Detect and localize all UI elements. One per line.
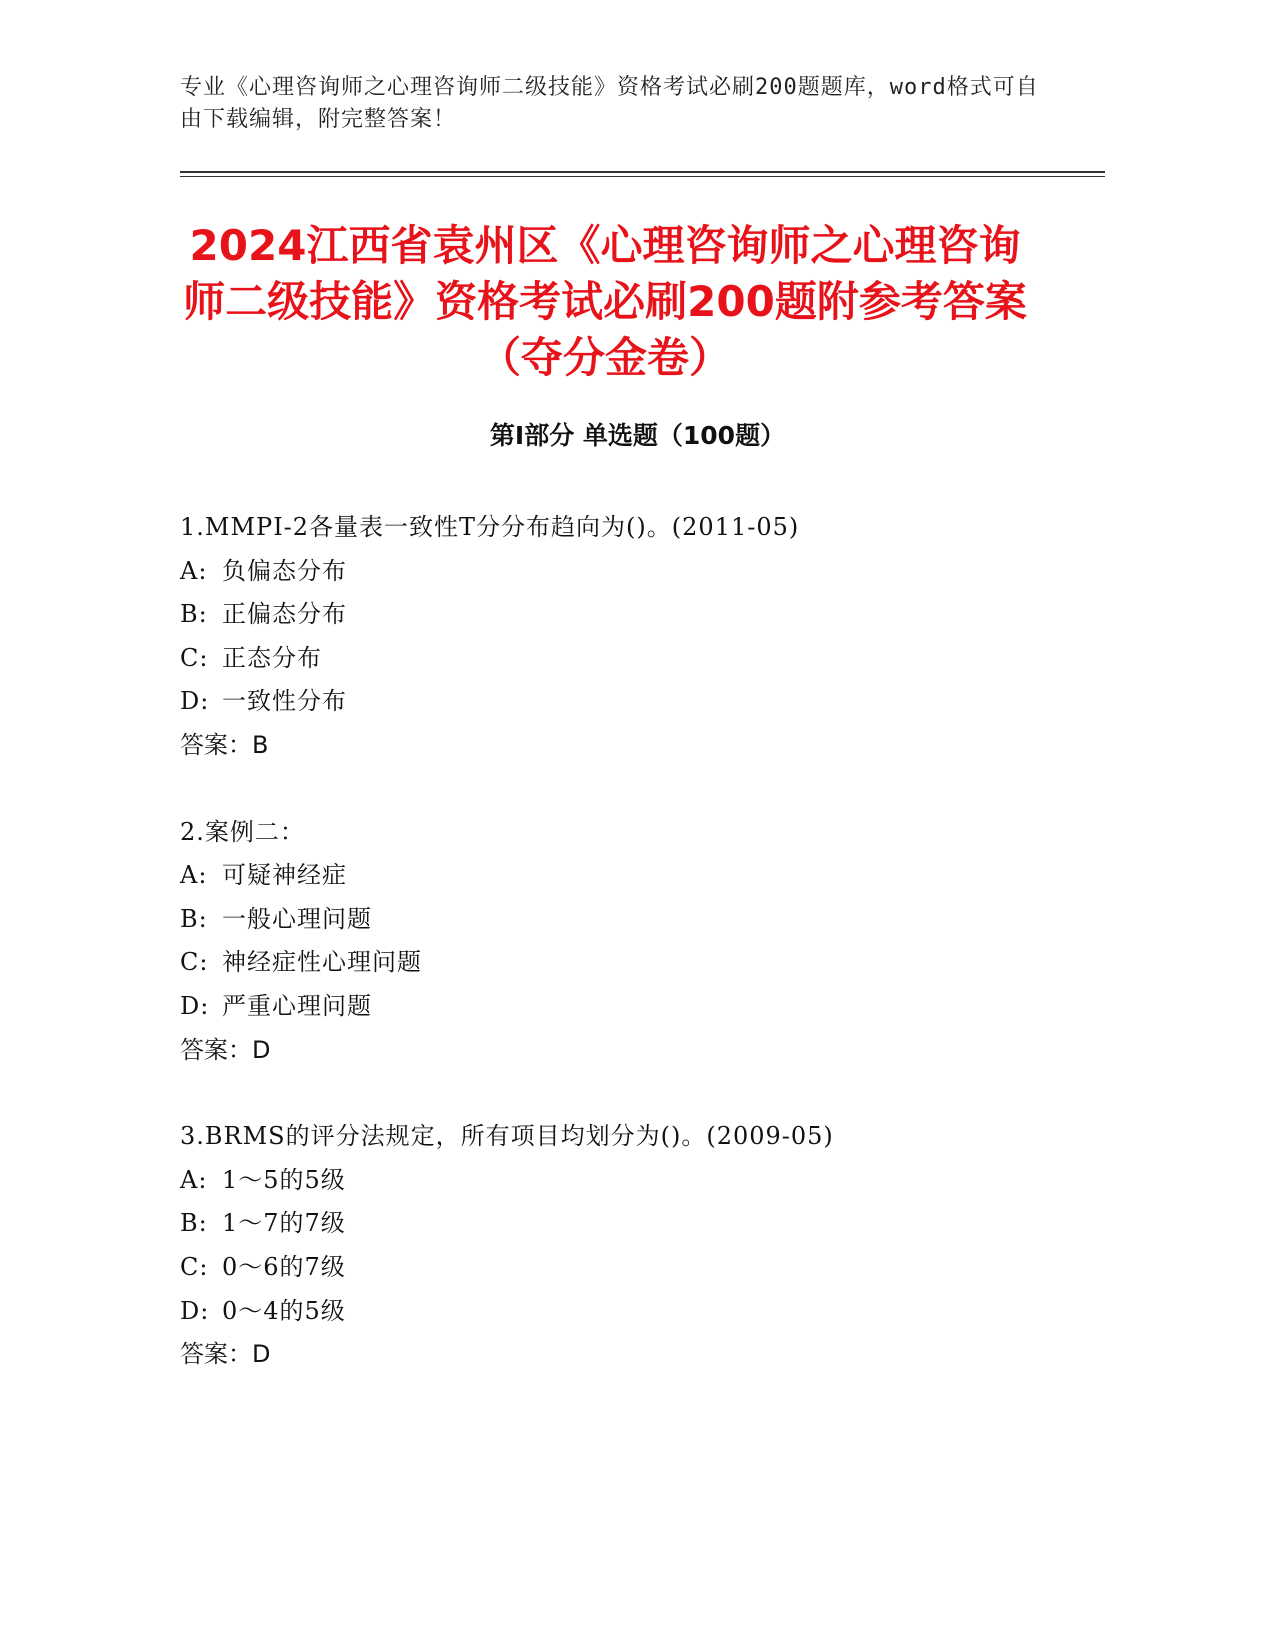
question-stem: 2.案例二： [180, 817, 305, 846]
option-a [180, 550, 1100, 594]
option-key: B: [180, 904, 208, 933]
question-3 [180, 1115, 1100, 1377]
option-key: B: [180, 600, 208, 629]
option-text: 一致性分布 [222, 687, 347, 716]
option-text: 0～6的7级 [222, 1252, 346, 1281]
option-text: 可疑神经症 [222, 861, 347, 890]
question-1 [180, 506, 1100, 768]
question-stem: 1.MMPI-2各量表一致性T分分布趋向为()。(2011-05) [180, 513, 800, 541]
option-key: D: [180, 1296, 210, 1325]
header-divider-thick [180, 171, 1105, 173]
option-key: D: [180, 991, 210, 1020]
option-b [180, 1202, 1100, 1246]
answer-line: 答案：D [180, 1035, 271, 1064]
option-d [180, 985, 1100, 1029]
option-d [180, 1290, 1100, 1334]
option-d [180, 680, 1100, 724]
option-key: A: [180, 1165, 208, 1194]
option-key: A: [180, 556, 208, 585]
option-text: 1～5的5级 [222, 1165, 346, 1194]
question-list [180, 506, 1100, 1420]
option-b [180, 898, 1100, 942]
option-a [180, 854, 1100, 898]
option-key: C: [180, 948, 209, 977]
option-c [180, 1246, 1100, 1290]
option-b [180, 593, 1100, 637]
option-key: B: [180, 1209, 208, 1238]
header-note: 专业《心理咨询师之心理咨询师二级技能》资格考试必刷200题题库，word格式可自由下载编辑，附完整答案！ [180, 75, 1039, 132]
option-key: C: [180, 643, 209, 672]
section-heading: 第I部分 单选题（100题） [489, 421, 786, 450]
option-text: 正态分布 [222, 643, 322, 672]
option-key: D: [180, 687, 210, 716]
answer-line: 答案：B [180, 730, 269, 759]
option-c [180, 637, 1100, 681]
option-text: 一般心理问题 [222, 904, 372, 933]
question-2 [180, 811, 1100, 1073]
option-text: 1～7的7级 [222, 1209, 346, 1238]
header-divider-thin [180, 176, 1105, 177]
option-text: 神经症性心理问题 [222, 948, 422, 977]
document-title: 2024江西省袁州区《心理咨询师之心理咨询师二级技能》资格考试必刷200题附参考答案（夺分金卷） [183, 221, 1027, 382]
option-key: A: [180, 861, 208, 890]
option-key: C: [180, 1252, 209, 1281]
option-text: 0～4的5级 [222, 1296, 346, 1325]
option-text: 负偏态分布 [222, 556, 347, 585]
answer-line: 答案：D [180, 1340, 271, 1369]
question-stem: 3.BRMS的评分法规定，所有项目均划分为()。(2009-05) [180, 1122, 834, 1151]
option-c [180, 941, 1100, 985]
option-a [180, 1159, 1100, 1203]
option-text: 严重心理问题 [222, 991, 372, 1020]
option-text: 正偏态分布 [222, 600, 347, 629]
